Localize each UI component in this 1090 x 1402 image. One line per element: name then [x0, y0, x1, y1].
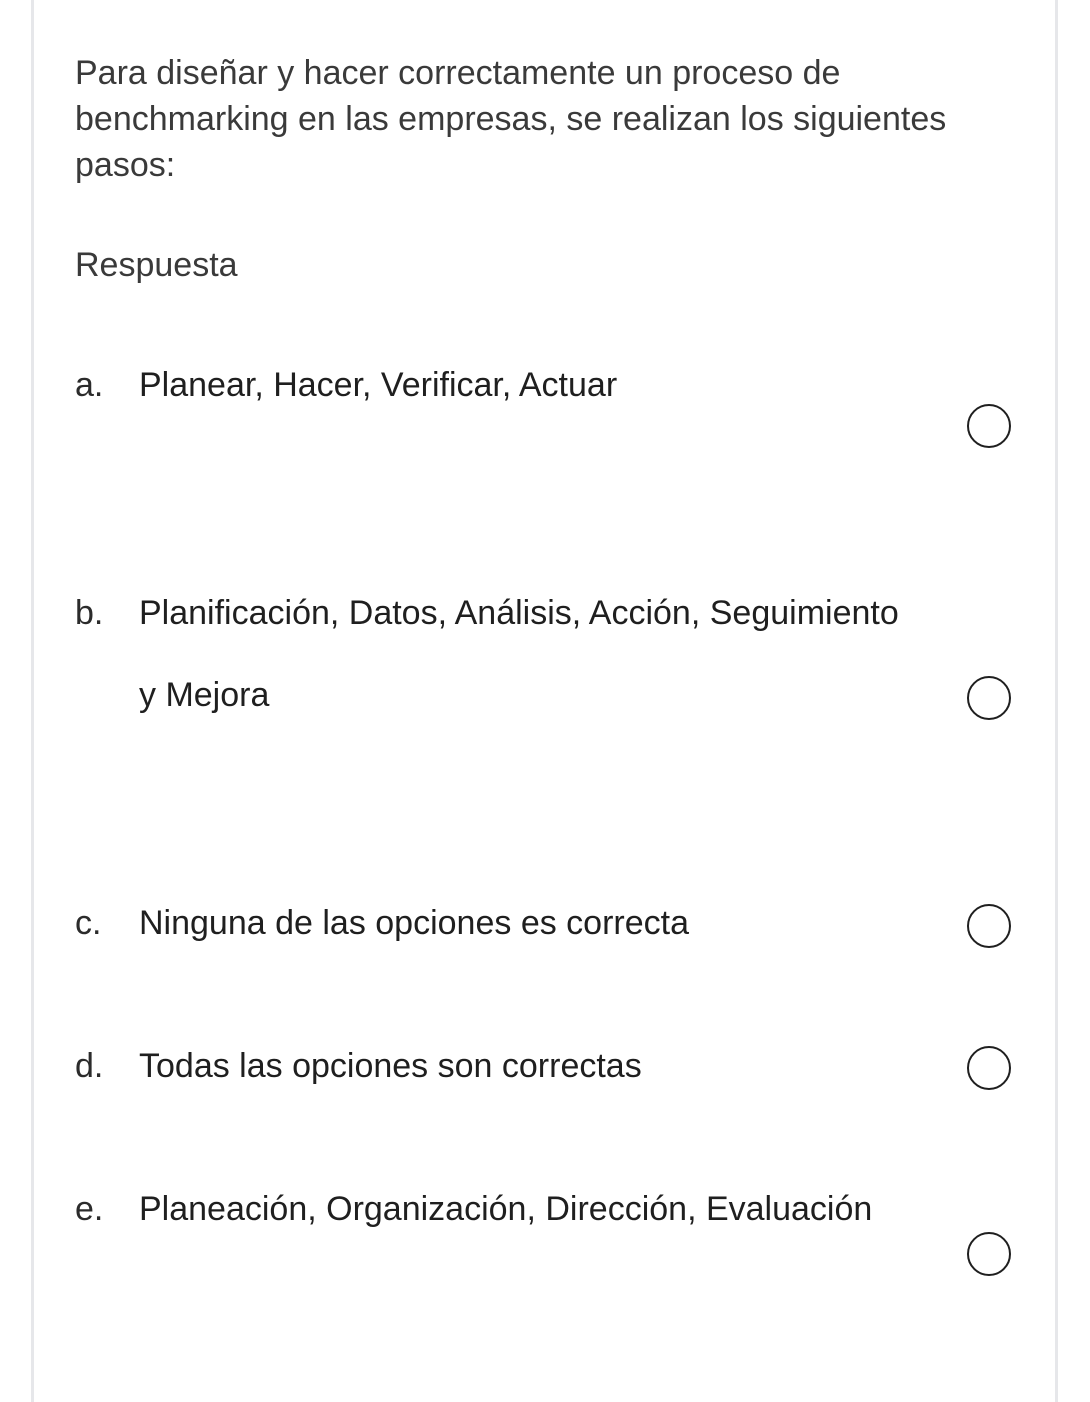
- option-letter: d.: [75, 1047, 104, 1085]
- option-letter: a.: [75, 366, 104, 404]
- radio-unchecked-icon[interactable]: [967, 904, 1011, 948]
- option-text: Planear, Hacer, Verificar, Actuar: [139, 366, 618, 404]
- radio-unchecked-icon[interactable]: [967, 676, 1011, 720]
- option-letter: e.: [75, 1190, 104, 1228]
- answer-label: Respuesta: [75, 246, 238, 284]
- option-text: Planeación, Organización, Dirección, Evaluación: [139, 1190, 873, 1228]
- option-text: Planificación, Datos, Análisis, Acción, Seguimiento y Mejora: [139, 594, 899, 714]
- option-text: Ninguna de las opciones es correcta: [139, 904, 689, 942]
- radio-unchecked-icon[interactable]: [967, 404, 1011, 448]
- radio-unchecked-icon[interactable]: [967, 1232, 1011, 1276]
- option-letter: c.: [75, 904, 102, 942]
- option-text: Todas las opciones son correctas: [139, 1047, 642, 1085]
- radio-unchecked-icon[interactable]: [967, 1046, 1011, 1090]
- question-text: Para diseñar y hacer correctamente un proceso de benchmarking en las empresas, se realizan los siguientes pasos:: [75, 54, 947, 184]
- option-letter: b.: [75, 594, 104, 632]
